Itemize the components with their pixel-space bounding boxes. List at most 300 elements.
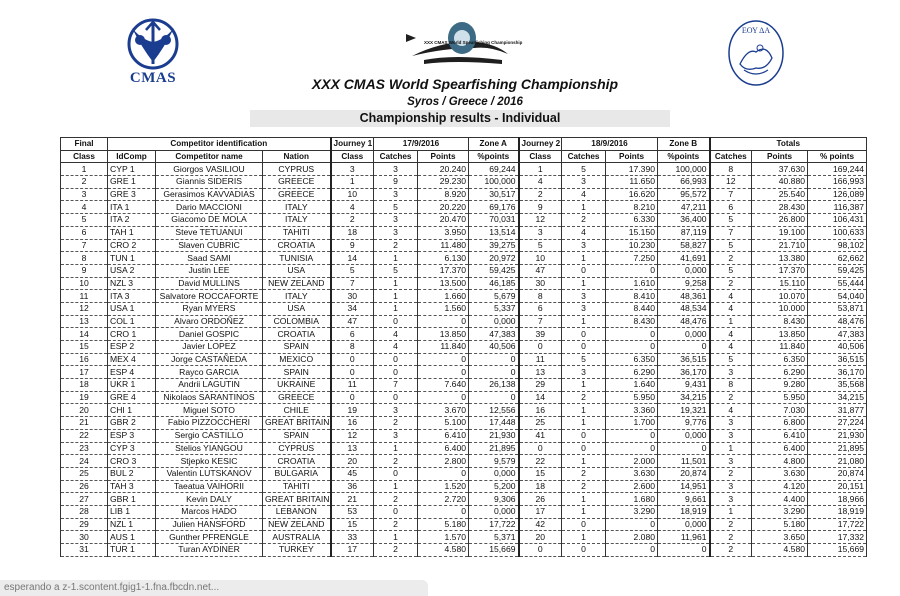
j2-percent-cell: 0,000: [658, 518, 710, 531]
j1-class-cell: 53: [331, 505, 374, 518]
j2-catches-cell: 3: [562, 290, 606, 303]
j2-catches-cell: 1: [562, 252, 606, 265]
table-row: [61, 290, 867, 303]
competitor-name-cell: Miguel SOTO: [156, 404, 263, 417]
j2-catches-cell: 3: [562, 176, 606, 189]
j1-points-cell: 6.130: [418, 252, 469, 265]
id-comp-column-header: IdComp: [108, 150, 156, 163]
competitor-name-cell: Valentin LUTSKANOV: [156, 467, 263, 480]
total-percent-cell: 53,871: [808, 302, 867, 315]
total-catches-cell: 5: [710, 353, 752, 366]
journey2-header: Journey 2: [519, 138, 562, 151]
j2-percent-cell: 0,000: [658, 328, 710, 341]
j1-percent-cell: 39,275: [469, 239, 519, 252]
competitor-name-cell: Turan AYDINER: [156, 544, 263, 557]
j1-percent-cell: 9,579: [469, 455, 519, 468]
total-points-cell: 4.800: [752, 455, 808, 468]
j1-catches-cell: 9: [374, 176, 418, 189]
j1-class-cell: 2: [331, 214, 374, 227]
j2-catches-cell: 3: [562, 366, 606, 379]
results-table: [60, 137, 867, 557]
j2-catches-cell: 0: [562, 442, 606, 455]
competitor-name-cell: Justin LEE: [156, 264, 263, 277]
nation-cell: AUSTRALIA: [263, 531, 331, 544]
table-row: [61, 239, 867, 252]
j2-points-cell: 16.620: [606, 188, 658, 201]
total-points-cell: 6.290: [752, 366, 808, 379]
final-class-cell: 4: [61, 201, 108, 214]
j1-catches-cell: 2: [374, 417, 418, 430]
total-percent-cell: 31,877: [808, 404, 867, 417]
j2-catches-cell: 2: [562, 214, 606, 227]
j1-percent-cell: 20,972: [469, 252, 519, 265]
nation-cell: TAHITI: [263, 226, 331, 239]
j2-points-cell: 0: [606, 341, 658, 354]
j1-points-cell: 6.400: [418, 442, 469, 455]
j2-catches-cell: 0: [562, 328, 606, 341]
competitor-name-cell: Giacomo DE MOLA: [156, 214, 263, 227]
j2-percent-cell: 0: [658, 442, 710, 455]
j1-catches-cell: 3: [374, 404, 418, 417]
nation-cell: SPAIN: [263, 429, 331, 442]
total-points-cell: 5.950: [752, 391, 808, 404]
total-percent-cell: 106,431: [808, 214, 867, 227]
nation-cell: GREECE: [263, 188, 331, 201]
j1-catches-cell: 0: [374, 315, 418, 328]
j2-class-cell: 25: [519, 417, 562, 430]
total-percent-cell: 18,919: [808, 505, 867, 518]
nation-cell: CYPRUS: [263, 442, 331, 455]
table-row: [61, 341, 867, 354]
final-class-cell: 18: [61, 379, 108, 392]
j1-points-cell: 29.230: [418, 176, 469, 189]
final-class-cell: 14: [61, 328, 108, 341]
total-catches-cell: 3: [710, 429, 752, 442]
j1-catches-cell: 5: [374, 201, 418, 214]
nation-cell: GREAT BRITAIN: [263, 417, 331, 430]
j2-percent-cell: 18,919: [658, 505, 710, 518]
total-percent-cell: 126,089: [808, 188, 867, 201]
total-points-cell: 6.410: [752, 429, 808, 442]
table-row: [61, 417, 867, 430]
j2-percent-cell: 36,515: [658, 353, 710, 366]
j1-class-cell: 3: [331, 163, 374, 176]
total-points-cell: 40.880: [752, 176, 808, 189]
j1-class-cell: 11: [331, 379, 374, 392]
id-comp-cell: GRE 1: [108, 176, 156, 189]
j1-catches-cell: 3: [374, 226, 418, 239]
j1-percent-cell: 5,371: [469, 531, 519, 544]
j1-class-cell: 4: [331, 201, 374, 214]
total-percent-cell: 59,425: [808, 264, 867, 277]
j2-points-cell: 15.150: [606, 226, 658, 239]
total-points-cell: 7.030: [752, 404, 808, 417]
total-catches-cell: 3: [710, 493, 752, 506]
j2-percent-cell: 9,258: [658, 277, 710, 290]
j2-points-cell: 0: [606, 518, 658, 531]
id-comp-cell: TUN 1: [108, 252, 156, 265]
j1-class-cell: 10: [331, 188, 374, 201]
j1-points-cell: 8.920: [418, 188, 469, 201]
nation-cell: ITALY: [263, 214, 331, 227]
total-catches-cell: 8: [710, 163, 752, 176]
j2-class-cell: 39: [519, 328, 562, 341]
id-comp-cell: TUR 1: [108, 544, 156, 557]
table-row: [61, 366, 867, 379]
j2-percent-cell: 48,476: [658, 315, 710, 328]
championship-logo: [404, 16, 523, 70]
table-row: [61, 226, 867, 239]
j2-percent-cell: 14,951: [658, 480, 710, 493]
id-comp-cell: ITA 2: [108, 214, 156, 227]
j2-catches-cell: 2: [562, 467, 606, 480]
j2-catches-cell: 5: [562, 353, 606, 366]
j1-class-cell: 47: [331, 315, 374, 328]
table-row: [61, 302, 867, 315]
j1-percent-cell: 0,000: [469, 315, 519, 328]
final-class-cell: 7: [61, 239, 108, 252]
results-title: Championship results - Individual: [250, 110, 670, 127]
nation-cell: BULGARIA: [263, 467, 331, 480]
total-points-cell: 13.380: [752, 252, 808, 265]
id-comp-cell: NZL 1: [108, 518, 156, 531]
j2-catches-cell: 1: [562, 493, 606, 506]
total-points-cell: 25.540: [752, 188, 808, 201]
total-catches-cell: 2: [710, 252, 752, 265]
j2-points-cell: 8.210: [606, 201, 658, 214]
total-points-cell: 6.350: [752, 353, 808, 366]
competitor-name-cell: Julien HANSFORD: [156, 518, 263, 531]
j2-points-cell: 6.330: [606, 214, 658, 227]
j2-catches-cell: 1: [562, 379, 606, 392]
j2-catches-cell: 5: [562, 163, 606, 176]
j1-points-cell: 0: [418, 467, 469, 480]
j2-catches-cell: 1: [562, 417, 606, 430]
j2-catches-cell: 0: [562, 518, 606, 531]
id-comp-cell: ESP 3: [108, 429, 156, 442]
total-catches-cell: 1: [710, 505, 752, 518]
j1-catches-cell: 1: [374, 277, 418, 290]
id-comp-cell: LIB 1: [108, 505, 156, 518]
total-points-column-header: Points: [752, 150, 808, 163]
j2-class-cell: 4: [519, 176, 562, 189]
j2-points-cell: 0: [606, 264, 658, 277]
j1-catches-cell: 3: [374, 163, 418, 176]
total-catches-cell: 2: [710, 531, 752, 544]
total-points-cell: 11.840: [752, 341, 808, 354]
j2-points-cell: 3.630: [606, 467, 658, 480]
total-points-cell: 26.800: [752, 214, 808, 227]
j2-class-cell: 14: [519, 391, 562, 404]
table-row: [61, 480, 867, 493]
j2-percent-cell: 100,000: [658, 163, 710, 176]
j2-class-cell: 26: [519, 493, 562, 506]
j1-percent-cell: 46,185: [469, 277, 519, 290]
j2-class-cell: 18: [519, 480, 562, 493]
j2-points-cell: 8.440: [606, 302, 658, 315]
j2-points-cell: 8.410: [606, 290, 658, 303]
j2-catches-cell: 1: [562, 455, 606, 468]
final-class-cell: 15: [61, 341, 108, 354]
j1-percent-cell: 69,244: [469, 163, 519, 176]
j2-percent-cell: 95,572: [658, 188, 710, 201]
total-percent-cell: 98,102: [808, 239, 867, 252]
nation-cell: CYPRUS: [263, 163, 331, 176]
final-class-cell: 6: [61, 226, 108, 239]
j2-class-cell: 2: [519, 188, 562, 201]
nation-cell: USA: [263, 264, 331, 277]
final-class-cell: 26: [61, 480, 108, 493]
id-comp-cell: USA 2: [108, 264, 156, 277]
total-catches-cell: 3: [710, 366, 752, 379]
id-comp-cell: GRE 3: [108, 188, 156, 201]
table-row: [61, 505, 867, 518]
total-percent-cell: 15,669: [808, 544, 867, 557]
total-percent-cell: 18,966: [808, 493, 867, 506]
j1-class-cell: 1: [331, 176, 374, 189]
nation-cell: ITALY: [263, 290, 331, 303]
j2-catches-cell: 1: [562, 201, 606, 214]
total-points-cell: 37.630: [752, 163, 808, 176]
j2-class-cell: 29: [519, 379, 562, 392]
championship-logo-text: XXX CMAS World Spearfishing Championship: [424, 40, 523, 45]
table-row: [61, 315, 867, 328]
id-comp-cell: CHI 1: [108, 404, 156, 417]
j2-percent-cell: 11,961: [658, 531, 710, 544]
journey1-header: Journey 1: [331, 138, 374, 151]
j2-class-cell: 11: [519, 353, 562, 366]
j1-points-cell: 13.850: [418, 328, 469, 341]
zone-a-header: Zone A: [469, 138, 519, 151]
id-comp-cell: GRE 4: [108, 391, 156, 404]
j2-catches-cell: 0: [562, 264, 606, 277]
competitor-name-cell: Nikolaos SARANTINOS: [156, 391, 263, 404]
j1-class-cell: 9: [331, 239, 374, 252]
id-comp-cell: TAH 3: [108, 480, 156, 493]
total-catches-cell: 4: [710, 404, 752, 417]
total-percent-cell: 36,515: [808, 353, 867, 366]
table-row: [61, 379, 867, 392]
competitor-name-cell: Ryan MYERS: [156, 302, 263, 315]
cmas-emblem-icon: [122, 18, 184, 70]
final-class-cell: 11: [61, 290, 108, 303]
j1-percent-cell: 0: [469, 391, 519, 404]
table-row: [61, 391, 867, 404]
j1-percent-cell: 70,031: [469, 214, 519, 227]
nation-cell: TURKEY: [263, 544, 331, 557]
competitor-name-cell: Sergio CASTILLO: [156, 429, 263, 442]
j2-percent-cell: 47,211: [658, 201, 710, 214]
j1-catches-cell: 3: [374, 188, 418, 201]
total-catches-cell: 4: [710, 328, 752, 341]
j1-class-cell: 33: [331, 531, 374, 544]
j2-catches-cell: 1: [562, 277, 606, 290]
total-catches-cell: 5: [710, 214, 752, 227]
j1-catches-cell: 7: [374, 379, 418, 392]
j1-class-cell: 15: [331, 518, 374, 531]
total-percent-cell: 21,930: [808, 429, 867, 442]
status-url-bar: esperando a z-1.scontent.fgig1-1.fna.fbcdn.net...: [0, 580, 428, 596]
j1-catches-cell: 2: [374, 239, 418, 252]
j2-percent-cell: 34,215: [658, 391, 710, 404]
j2-percent-cell: 0,000: [658, 264, 710, 277]
total-points-cell: 6.800: [752, 417, 808, 430]
table-row: [61, 518, 867, 531]
total-percent-cell: 100,633: [808, 226, 867, 239]
j1-catches-cell: 1: [374, 480, 418, 493]
id-comp-cell: CYP 1: [108, 163, 156, 176]
nation-cell: COLOMBIA: [263, 315, 331, 328]
final-class-cell: 29: [61, 518, 108, 531]
nation-cell: ITALY: [263, 201, 331, 214]
j2-points-cell: 1.680: [606, 493, 658, 506]
cmas-label: CMAS: [129, 70, 177, 86]
j1-catches-cell: 1: [374, 302, 418, 315]
j2-class-cell: 0: [519, 442, 562, 455]
j1-class-cell: 19: [331, 404, 374, 417]
j2-points-cell: 1.610: [606, 277, 658, 290]
nation-cell: TUNISIA: [263, 252, 331, 265]
j1-catches-cell: 3: [374, 429, 418, 442]
j2-percent-cell: 58,827: [658, 239, 710, 252]
total-catches-cell: 3: [710, 480, 752, 493]
j2-points-cell: 2.000: [606, 455, 658, 468]
final-class-cell: 19: [61, 391, 108, 404]
total-catches-cell: 2: [710, 467, 752, 480]
j1-catches-cell: 4: [374, 341, 418, 354]
j2-class-cell: 30: [519, 277, 562, 290]
j2-class-cell: 17: [519, 505, 562, 518]
j1-points-cell: 20.220: [418, 201, 469, 214]
j2-catches-cell: 2: [562, 480, 606, 493]
total-percent-cell: 21,080: [808, 455, 867, 468]
j1-catches-cell: 4: [374, 328, 418, 341]
total-points-cell: 15.110: [752, 277, 808, 290]
j1-points-cell: 17.370: [418, 264, 469, 277]
nation-cell: GREECE: [263, 176, 331, 189]
j2-class-column-header: Class: [519, 150, 562, 163]
final-class-cell: 30: [61, 531, 108, 544]
nation-cell: UKRAINE: [263, 379, 331, 392]
total-points-cell: 4.400: [752, 493, 808, 506]
j1-class-cell: 5: [331, 264, 374, 277]
j1-class-cell: 8: [331, 341, 374, 354]
competitor-name-column-header: Competitor name: [156, 150, 263, 163]
j2-catches-cell: 3: [562, 302, 606, 315]
j1-class-cell: 0: [331, 391, 374, 404]
j1-class-cell: 12: [331, 429, 374, 442]
j1-points-cell: 0: [418, 353, 469, 366]
j2-percent-cell: 66,993: [658, 176, 710, 189]
j1-points-cell: 1.560: [418, 302, 469, 315]
total-catches-cell: 2: [710, 518, 752, 531]
total-points-cell: 3.290: [752, 505, 808, 518]
id-comp-cell: CRO 2: [108, 239, 156, 252]
j2-percent-cell: 9,776: [658, 417, 710, 430]
j2-class-cell: 9: [519, 201, 562, 214]
table-row: [61, 493, 867, 506]
j1-points-cell: 1.520: [418, 480, 469, 493]
j1-catches-cell: 0: [374, 391, 418, 404]
final-class-cell: 20: [61, 404, 108, 417]
id-comp-cell: NZL 3: [108, 277, 156, 290]
total-catches-cell: 7: [710, 226, 752, 239]
total-percent-cell: 54,040: [808, 290, 867, 303]
table-row: [61, 455, 867, 468]
table-row: [61, 467, 867, 480]
j1-points-cell: 20.240: [418, 163, 469, 176]
nation-cell: GREAT BRITAIN: [263, 493, 331, 506]
j1-class-cell: 7: [331, 277, 374, 290]
j1-points-cell: 0: [418, 315, 469, 328]
j2-class-cell: 6: [519, 302, 562, 315]
j1-catches-cell: 1: [374, 252, 418, 265]
total-points-cell: 9.280: [752, 379, 808, 392]
total-catches-cell: 4: [710, 341, 752, 354]
j2-points-cell: 10.230: [606, 239, 658, 252]
total-catches-cell: 2: [710, 277, 752, 290]
total-points-cell: 4.120: [752, 480, 808, 493]
final-class-cell: 16: [61, 353, 108, 366]
j1-percent-cell: 5,200: [469, 480, 519, 493]
nation-cell: NEW ZELAND: [263, 518, 331, 531]
competitor-name-cell: Slaven CUBRIC: [156, 239, 263, 252]
j1-points-cell: 0: [418, 366, 469, 379]
nation-cell: CHILE: [263, 404, 331, 417]
competitor-name-cell: Stjepko KESIC: [156, 455, 263, 468]
total-catches-cell: 3: [710, 455, 752, 468]
total-catches-cell: 4: [710, 302, 752, 315]
total-points-cell: 3.630: [752, 467, 808, 480]
j1-catches-cell: 0: [374, 467, 418, 480]
j2-points-cell: 17.390: [606, 163, 658, 176]
j2-percent-cell: 41,691: [658, 252, 710, 265]
j2-catches-cell: 0: [562, 429, 606, 442]
j1-percent-cell: 15,669: [469, 544, 519, 557]
j1-class-cell: 45: [331, 467, 374, 480]
id-comp-cell: GBR 1: [108, 493, 156, 506]
j2-class-cell: 8: [519, 290, 562, 303]
j1-points-cell: 11.840: [418, 341, 469, 354]
j1-class-cell: 17: [331, 544, 374, 557]
total-percent-cell: 34,215: [808, 391, 867, 404]
final-class-cell: 8: [61, 252, 108, 265]
total-points-cell: 28.430: [752, 201, 808, 214]
total-percent-cell: 48,476: [808, 315, 867, 328]
nation-cell: TAHITI: [263, 480, 331, 493]
j1-catches-cell: 3: [374, 214, 418, 227]
final-class-cell: 24: [61, 455, 108, 468]
j1-class-cell: 16: [331, 417, 374, 430]
total-points-cell: 6.400: [752, 442, 808, 455]
j1-percent-cell: 17,722: [469, 518, 519, 531]
j2-percent-cell: 9,431: [658, 379, 710, 392]
table-row: [61, 264, 867, 277]
j2-percent-cell: 0,000: [658, 429, 710, 442]
j2-class-cell: 15: [519, 467, 562, 480]
total-catches-cell: 5: [710, 264, 752, 277]
j2-percent-cell: 9,661: [658, 493, 710, 506]
j1-points-cell: 11.480: [418, 239, 469, 252]
final-class-cell: 21: [61, 417, 108, 430]
id-comp-cell: ESP 2: [108, 341, 156, 354]
total-points-cell: 10.070: [752, 290, 808, 303]
j2-class-cell: 13: [519, 366, 562, 379]
j2-points-cell: 3.290: [606, 505, 658, 518]
j1-catches-cell: 2: [374, 518, 418, 531]
nation-cell: SPAIN: [263, 366, 331, 379]
competitor-name-cell: Taeatua VAIHORII: [156, 480, 263, 493]
